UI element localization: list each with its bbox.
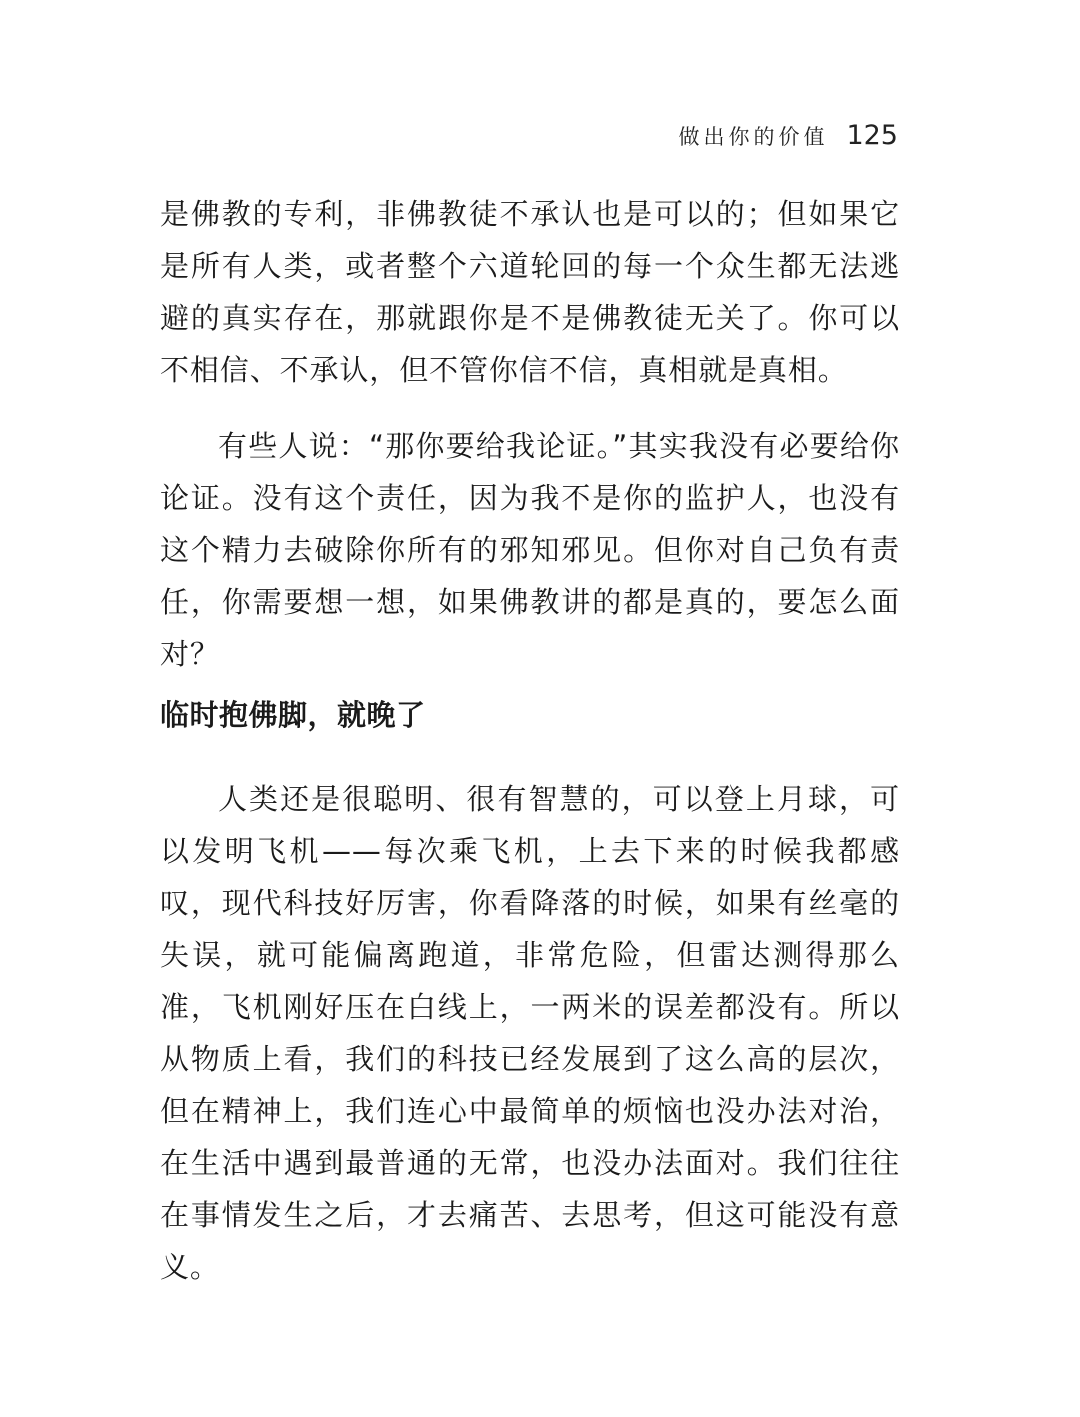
section-heading: 临时抱佛脚，就晚了 [160,698,426,732]
running-header [678,120,898,151]
page-number: 125 [846,120,898,151]
paragraph-1: 是佛教的专利，非佛教徒不承认也是可以的；但如果它是所有人类，或者整个六道轮回的每一个众生都无法逃避的真实存在，那就跟你是不是佛教徒无关了。你可以不相信、不承认，但不管你信不信，真相就是真相。 [160,197,900,387]
running-title: 做出你的价值 [678,125,829,149]
paragraph-3: 人类还是很聪明、很有智慧的，可以登上月球，可以发明飞机——每次乘飞机，上去下来的时候我都感叹，现代科技好厉害，你看降落的时候，如果有丝毫的失误，就可能偏离跑道，非常危险，但雷达测得那么准，飞机刚好压在白线上，一两米的误差都没有。所以从物质上看，我们的科技已经发展到了这么高的层次，但在精神上，我们连心中最简单的烦恼也没办法对治，在生活中遇到最普通的无常，也没办法面对。我们往往在事情发生之后，才去痛苦、去思考，但这可能没有意义。 [160,782,900,1284]
paragraph-2: 有些人说：“那你要给我论证。”其实我没有必要给你论证。没有这个责任，因为我不是你的监护人，也没有这个精力去破除你所有的邪知邪见。但你对自己负有责任，你需要想一想，如果佛教讲的都是真的，要怎么面对？ [160,429,900,671]
